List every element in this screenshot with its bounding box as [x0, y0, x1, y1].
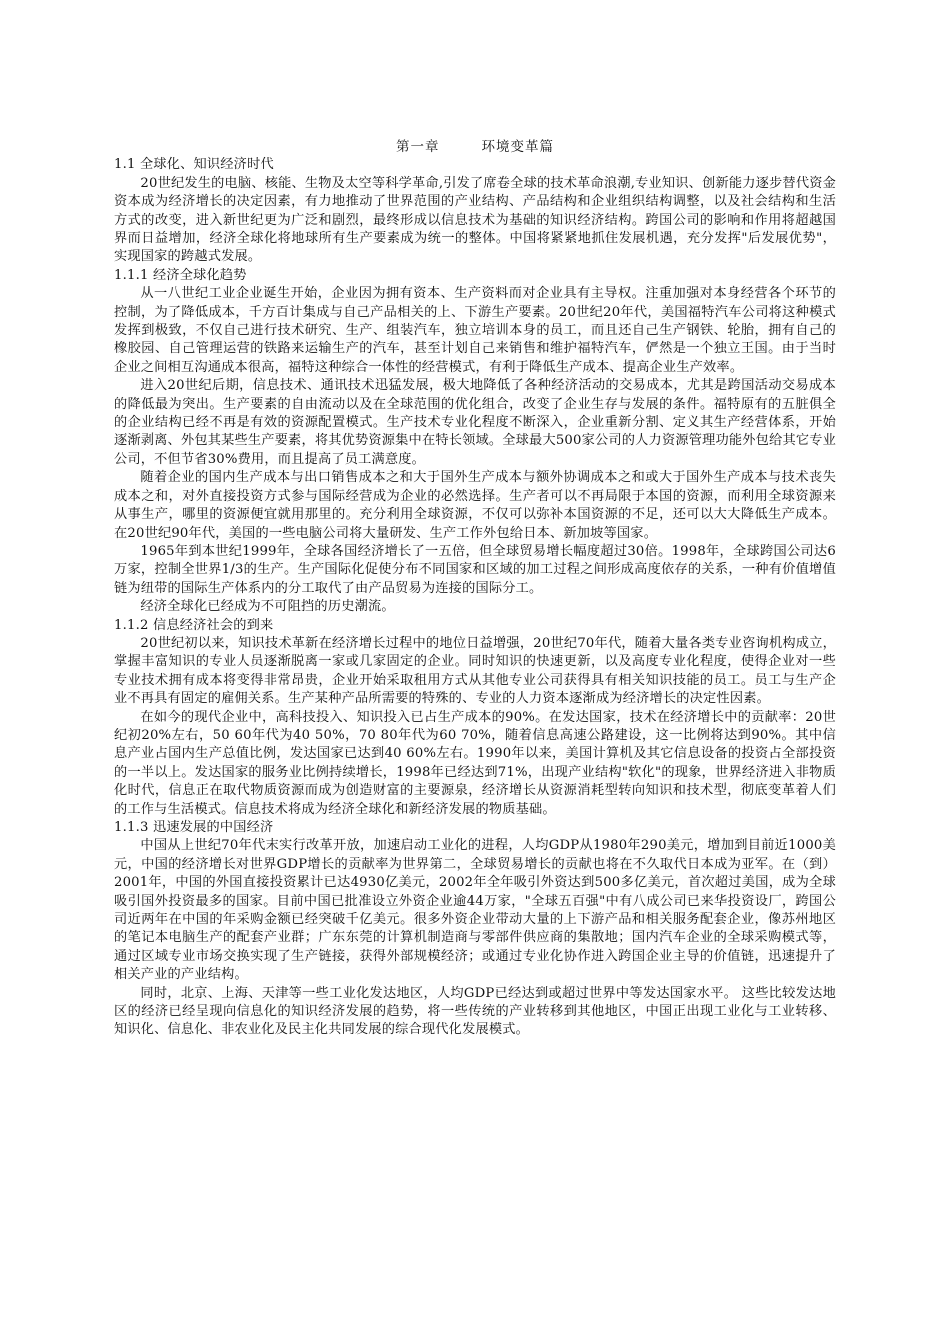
section-heading-1-1-2: 1.1.2 信息经济社会的到来	[114, 617, 274, 633]
paragraph: 20世纪发生的电脑、核能、生物及太空等科学革命,引发了席卷全球的技术革命浪潮,专业知识、创新能力逐步替代资金资本成为经济增长的决定因素，有力地推动了世界范围的产业结构、产品结构和企业组织结构调整，以及社会结构和生活方式的改变，进入新世纪更为广泛和剧烈，最终形成以信息技术为基础的知识经济结构。跨国公司的影响和作用将超越国界而日益增加，经济全球化将地球所有生产要素成为统一的整体。中国将紧紧地抓住发展机遇，充分发挥"后发展优势"，实现国家的跨越式发展。	[114, 175, 836, 265]
paragraph: 20世纪初以来，知识技术革新在经济增长过程中的地位日益增强，20世纪70年代，随着大量各类专业咨询机构成立，掌握丰富知识的专业人员逐渐脱离一家或几家固定的企业。同时知识的快速更新，以及高度专业化程度，使得企业对一些专业技术拥有成本将变得非常昂贵，企业开始采取租用方式从其他专业公司获得具有相关知识技能的员工。员工与生产企业不再具有固定的雇佣关系。生产某种产品所需要的特殊的、专业的人力资本逐渐成为经济增长的决定性因素。	[114, 635, 836, 707]
section-heading-1-1-3: 1.1.3 迅速发展的中国经济	[114, 820, 274, 836]
paragraph: 经济全球化已经成为不可阻挡的历史潮流。	[140, 599, 395, 615]
paragraph: 进入20世纪后期，信息技术、通讯技术迅猛发展，极大地降低了各种经济活动的交易成本，尤其是跨国活动交易成本的降低最为突出。生产要素的自由流动以及在全球范围的优化组合，改变了企业生存与发展的条件。福特原有的五脏俱全的企业结构已经不再是有效的资源配置模式。生产技术专业化程度不断深入，企业重新分割、定义其生产经营体系，开始逐渐剥离、外包其某些生产要素，将其优势资源集中在特长领域。全球最大500家公司的人力资源管理功能外包给其它专业公司，不但节省30%费用，而且提高了员工满意度。	[114, 378, 836, 467]
paragraph: 在如今的现代企业中，高科技投入、知识投入已占生产成本的90%。在发达国家，技术在经济增长中的贡献率：20世纪初20%左右，50 60年代为40 50%，70 80年代为60 70%，随着信息高速公路建设，这一比例将达到90%。其中信息产业占国内生产总值比例，发达国家已达到40 60%左右。1990年以来，美国计算机及其它信息设备的投资占全部投资的一半以上。发达国家的服务业比例持续增长，1998年已经达到71%，出现产业结构"软化"的现象，世界经济进入非物质化时代，信息正在取代物质资源而成为创造财富的主要源泉，经济增长从资源消耗型转向知识和技术型，彻底变革着人们的工作与生活模式。信息技术将成为经济全球化和新经济发展的物质基础。	[114, 709, 836, 817]
paragraph: 1965年到本世纪1999年，全球各国经济增长了一五倍，但全球贸易增长幅度超过30倍。1998年，全球跨国公司达6万家，控制全世界1/3的生产。生产国际化促使分布不同国家和区域的加工过程之间形成高度依存的关系，一种有价值增值链为纽带的国际生产体系内的分工取代了由产品贸易为连接的国际分工。	[114, 543, 836, 596]
paragraph: 随着企业的国内生产成本与出口销售成本之和大于国外生产成本与额外协调成本之和或大于国外生产成本与技术丧失成本之和，对外直接投资方式参与国际经营成为企业的必然选择。生产者可以不再局限于本国的资源，而利用全球资源来从事生产，哪里的资源便宜就用那里的。充分利用全球资源，不仅可以弥补本国资源的不足，还可以大大降低生产成本。在20世纪90年代，美国的一些电脑公司将大量研发、生产工作外包给日本、新加坡等国家。	[114, 470, 836, 541]
chapter-name: 环境变革篇	[481, 139, 554, 155]
section-heading-1-1-1: 1.1.1 经济全球化趋势	[114, 267, 247, 283]
chapter-title	[114, 138, 836, 156]
chapter-number: 第一章	[396, 139, 440, 155]
section-heading-1-1: 1.1 全球化、知识经济时代	[114, 157, 274, 173]
document-page	[114, 138, 836, 1040]
paragraph: 从一八世纪工业企业诞生开始，企业因为拥有资本、生产资料而对企业具有主导权。注重加强对本身经营各个环节的控制，为了降低成本，千方百计集成与自己产品相关的上、下游生产要素。20世纪20年代，美国福特汽车公司将这种模式发挥到极致，不仅自己进行技术研究、生产、组装汽车，独立培训本身的员工，而且还自己生产钢铁、轮胎，拥有自己的橡胶园、自己管理运营的铁路来运输生产的汽车，甚至计划自己来销售和维护福特汽车，俨然是一个独立王国。由于当时企业之间相互沟通成本很高，福特这种综合一体性的经营模式，有利于降低生产成本、提高企业生产效率。	[114, 286, 836, 375]
paragraph: 同时，北京、上海、天津等一些工业化发达地区，人均GDP已经达到或超过世界中等发达国家水平。 这些比较发达地区的经济已经呈现向信息化的知识经济发展的趋势，将一些传统的产业转移到其他地区，中国正出现工业化与工业转移、知识化、信息化、非农业化及民主化共同发展的综合现代化发展模式。	[114, 985, 836, 1038]
paragraph: 中国从上世纪70年代末实行改革开放，加速启动工业化的进程，人均GDP从1980年290美元，增加到目前近1000美元，中国的经济增长对世界GDP增长的贡献率为世界第二，全球贸易增长的贡献也将在不久取代日本成为亚军。在（到）2001年，中国的外国直接投资累计已达4930亿美元，2002年全年吸引外资达到500多亿美元，首次超过美国，成为全球吸引国外投资最多的国家。目前中国已批准设立外资企业逾44万家，"全球五百强"中有八成公司已来华投资设厂，跨国公司近两年在中国的年采购金额已经突破千亿美元。很多外资企业带动大量的上下游产品和相关服务配套企业，像苏州地区的笔记本电脑生产的配套产业群；广东东莞的计算机制造商与零部件供应商的集散地；国内汽车企业的全球采购模式等，通过区域专业市场交换实现了生产链接，获得外部规模经济；或通过专业化协作进入跨国企业主导的价值链，迅速提升了相关产业的产业结构。	[114, 838, 836, 983]
